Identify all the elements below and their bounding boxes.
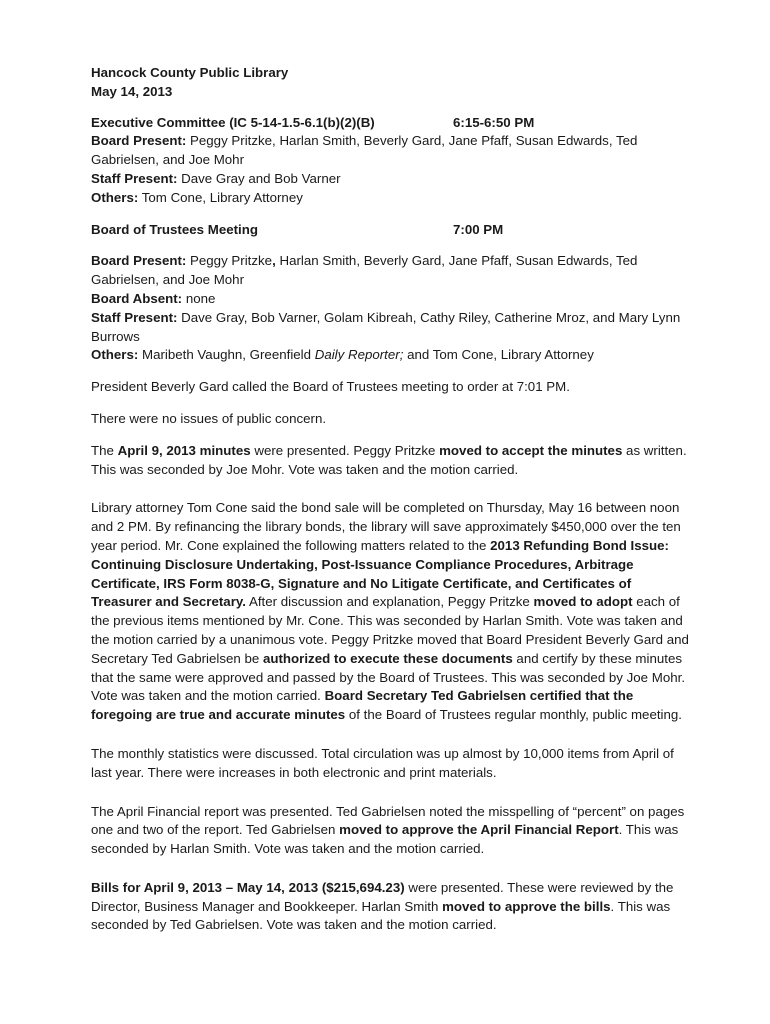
paragraph-bond-sale: Library attorney Tom Cone said the bond sale will be completed on Thursday, May 16 between noon and 2 PM. By refinancing the library bonds, the library will save approximately $450,000 over the ten year period. Mr. Cone explained the following matters related to the 2013 Refunding Bond Issue: Continuing Disclosure Undertaking, Post-Issuance Compliance Procedures, Arbitrage Certificate, IRS Form 8038-G, Signature and No Litigate Certificate, and Certificates of Treasurer and Secretary. After discussion and explanation, Peggy Pritzke moved to adopt each of the previous items mentioned by Mr. Cone. This was seconded by Harlan Smith. Vote was taken and the motion carried by a unanimous vote. Peggy Pritzke moved that Board President Beverly Gard and Secretary Ted Gabrielsen be authorized to execute these documents and certify by these minutes that the same were approved and passed by the Board of Trustees. This was seconded by Joe Mohr. Vote was taken and the motion carried. Board Secretary Ted Gabrielsen certified that the foregoing are true and accurate minutes of the Board of Trustees regular monthly, public meeting.	[91, 500, 689, 723]
trustees-others: Others: Maribeth Vaughn, Greenfield Daily Reporter; and Tom Cone, Library Attorney	[91, 347, 594, 363]
paragraph-public-concern: There were no issues of public concern.	[91, 410, 327, 426]
trustees-title: Board of Trustees Meeting	[91, 221, 258, 237]
exec-time: 6:15-6:50 PM	[453, 114, 535, 130]
paragraph-call-to-order: President Beverly Gard called the Board of Trustees meeting to order at 7:01 PM.	[91, 379, 570, 395]
trustees-staff-present: Staff Present: Dave Gray, Bob Varner, Golam Kibreah, Cathy Riley, Catherine Mroz, and Mary Lynn Burrows	[91, 309, 681, 344]
paragraph-minutes: The April 9, 2013 minutes were presented. Peggy Pritzke moved to accept the minutes as written. This was seconded by Joe Mohr. Vote was taken and the motion carried.	[91, 442, 687, 477]
exec-staff-present: Staff Present: Dave Gray and Bob Varner	[91, 170, 341, 186]
header-org: Hancock County Public Library	[91, 65, 289, 80]
trustees-board-absent: Board Absent: none	[91, 290, 216, 306]
paragraph-bills: Bills for April 9, 2013 – May 14, 2013 ($215,694.23) were presented. These were reviewed by the Director, Business Manager and Bookkeeper. Harlan Smith moved to approve the bills. This was seconded by Ted Gabrielsen. Vote was taken and the motion carried.	[91, 879, 674, 933]
exec-heading	[91, 114, 691, 133]
paragraph-financial-report: The April Financial report was presented. Ted Gabrielsen noted the misspelling of “percent” on pages one and two of the report. Ted Gabrielsen moved to approve the April Financial Report. This was seconded by Harlan Smith. Vote was taken and the motion carried.	[91, 803, 685, 857]
trustees-heading	[91, 221, 691, 240]
trustees-time: 7:00 PM	[453, 221, 504, 237]
document-body	[91, 64, 691, 935]
header-date: May 14, 2013	[91, 83, 173, 99]
exec-others: Others: Tom Cone, Library Attorney	[91, 189, 303, 205]
exec-title: Executive Committee (IC 5-14-1.5-6.1(b)(2)(B)	[91, 114, 375, 130]
paragraph-statistics: The monthly statistics were discussed. Total circulation was up almost by 10,000 items from April of last year. There were increases in both electronic and print materials.	[91, 745, 674, 780]
trustees-board-present: Board Present: Peggy Pritzke, Harlan Smith, Beverly Gard, Jane Pfaff, Susan Edwards, Ted Gabrielsen, and Joe Mohr	[91, 253, 638, 288]
exec-board-present: Board Present: Peggy Pritzke, Harlan Smith, Beverly Gard, Jane Pfaff, Susan Edwards, Ted Gabrielsen, and Joe Mohr	[91, 133, 638, 168]
